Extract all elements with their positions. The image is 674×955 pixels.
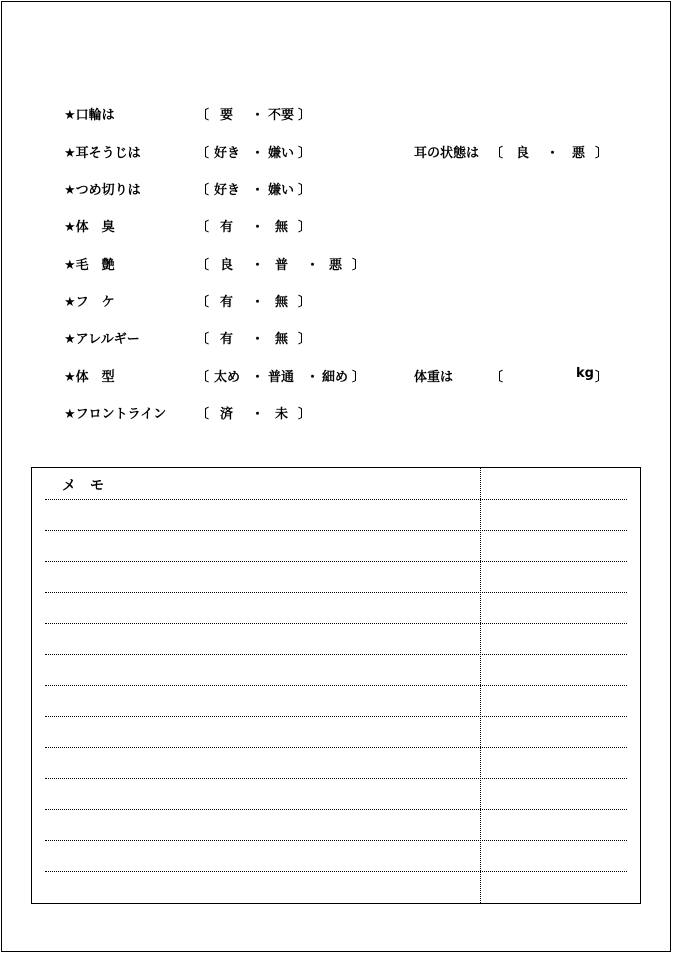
bracket-close: 〕	[595, 146, 609, 161]
row-label: ★つめ切りは	[64, 183, 141, 198]
separator-dot: ・	[306, 258, 320, 273]
option-no[interactable]: 無	[275, 332, 289, 347]
memo-line	[45, 499, 627, 500]
option-not-done[interactable]: 未	[275, 407, 289, 422]
bracket-open: 〔	[196, 332, 210, 347]
bracket-close: 〕	[298, 220, 312, 235]
bracket-close: 〕	[298, 295, 312, 310]
bracket-close: 〕	[298, 332, 312, 347]
bracket-close: 〕	[352, 370, 366, 385]
bracket-open: 〔	[196, 258, 210, 273]
bracket-open: 〔	[490, 370, 504, 385]
checklist-row-allergy	[0, 328, 674, 348]
row-label: ★毛 艶	[64, 258, 115, 273]
bracket-open: 〔	[196, 220, 210, 235]
bracket-close: 〕	[298, 146, 312, 161]
option-normal[interactable]: 普通	[268, 370, 295, 385]
checklist-row-frontline	[0, 403, 674, 423]
separator-dot: ・	[546, 146, 560, 161]
memo-line	[45, 654, 627, 655]
bracket-close: 〕	[298, 108, 312, 123]
checklist-row-coat-gloss	[0, 254, 674, 274]
row-label: ★耳そうじは	[64, 146, 141, 161]
checklist-row-ear-cleaning	[0, 142, 674, 162]
option-like[interactable]: 好き	[214, 146, 241, 161]
separator-dot: ・	[251, 258, 265, 273]
option-good[interactable]: 良	[516, 146, 530, 161]
option-yes[interactable]: 有	[220, 220, 234, 235]
option-required[interactable]: 要	[220, 108, 234, 123]
row-label: ★体 型	[64, 370, 115, 385]
option-yes[interactable]: 有	[220, 295, 234, 310]
bracket-close: 〕	[298, 407, 312, 422]
memo-line	[45, 685, 627, 686]
weight-unit: kg	[576, 366, 594, 381]
memo-line	[45, 623, 627, 624]
option-bad[interactable]: 悪	[572, 146, 586, 161]
option-bad[interactable]: 悪	[329, 258, 343, 273]
checklist-row-nail-clipping	[0, 179, 674, 199]
memo-line	[45, 530, 627, 531]
separator-dot: ・	[251, 146, 265, 161]
row-label: ★口輪は	[64, 108, 115, 123]
separator-dot: ・	[251, 332, 265, 347]
option-like[interactable]: 好き	[214, 183, 241, 198]
bracket-open: 〔	[196, 183, 210, 198]
bracket-open: 〔	[196, 407, 210, 422]
memo-line	[45, 840, 627, 841]
weight-label: 体重は	[414, 370, 454, 385]
memo-line	[45, 592, 627, 593]
option-yes[interactable]: 有	[220, 332, 234, 347]
bracket-open: 〔	[196, 370, 210, 385]
row-label: ★フロントライン	[64, 407, 167, 422]
separator-dot: ・	[251, 407, 265, 422]
bracket-open: 〔	[196, 146, 210, 161]
option-normal[interactable]: 普	[275, 258, 289, 273]
option-dislike[interactable]: 嫌い	[268, 183, 295, 198]
checklist-row-muzzle	[0, 104, 674, 124]
option-dislike[interactable]: 嫌い	[268, 146, 295, 161]
memo-line	[45, 747, 627, 748]
bracket-open: 〔	[196, 108, 210, 123]
checklist-row-dandruff	[0, 291, 674, 311]
option-done[interactable]: 済	[220, 407, 234, 422]
memo-title: メ モ	[62, 478, 104, 494]
row-label: ★体 臭	[64, 220, 115, 235]
option-no[interactable]: 無	[275, 295, 289, 310]
option-no[interactable]: 無	[275, 220, 289, 235]
memo-line	[45, 871, 627, 872]
memo-box[interactable]	[31, 467, 641, 904]
memo-line	[45, 716, 627, 717]
bracket-close: 〕	[298, 183, 312, 198]
memo-line	[45, 809, 627, 810]
separator-dot: ・	[306, 370, 320, 385]
memo-line	[45, 778, 627, 779]
bracket-open: 〔	[196, 295, 210, 310]
separator-dot: ・	[251, 108, 265, 123]
option-not-required[interactable]: 不要	[268, 108, 295, 123]
bracket-close: 〕	[595, 370, 609, 385]
option-heavy[interactable]: 太め	[214, 370, 241, 385]
option-slim[interactable]: 細め	[322, 370, 349, 385]
checklist-row-body-type	[0, 366, 674, 386]
ear-condition-label: 耳の状態は	[414, 146, 480, 161]
memo-line	[45, 561, 627, 562]
bracket-close: 〕	[352, 258, 366, 273]
separator-dot: ・	[251, 183, 265, 198]
checklist-row-body-odor	[0, 216, 674, 236]
row-label: ★アレルギー	[64, 332, 140, 347]
separator-dot: ・	[251, 295, 265, 310]
separator-dot: ・	[251, 370, 265, 385]
option-good[interactable]: 良	[220, 258, 234, 273]
row-label: ★フ ケ	[64, 295, 115, 310]
bracket-open: 〔	[490, 146, 504, 161]
separator-dot: ・	[251, 220, 265, 235]
